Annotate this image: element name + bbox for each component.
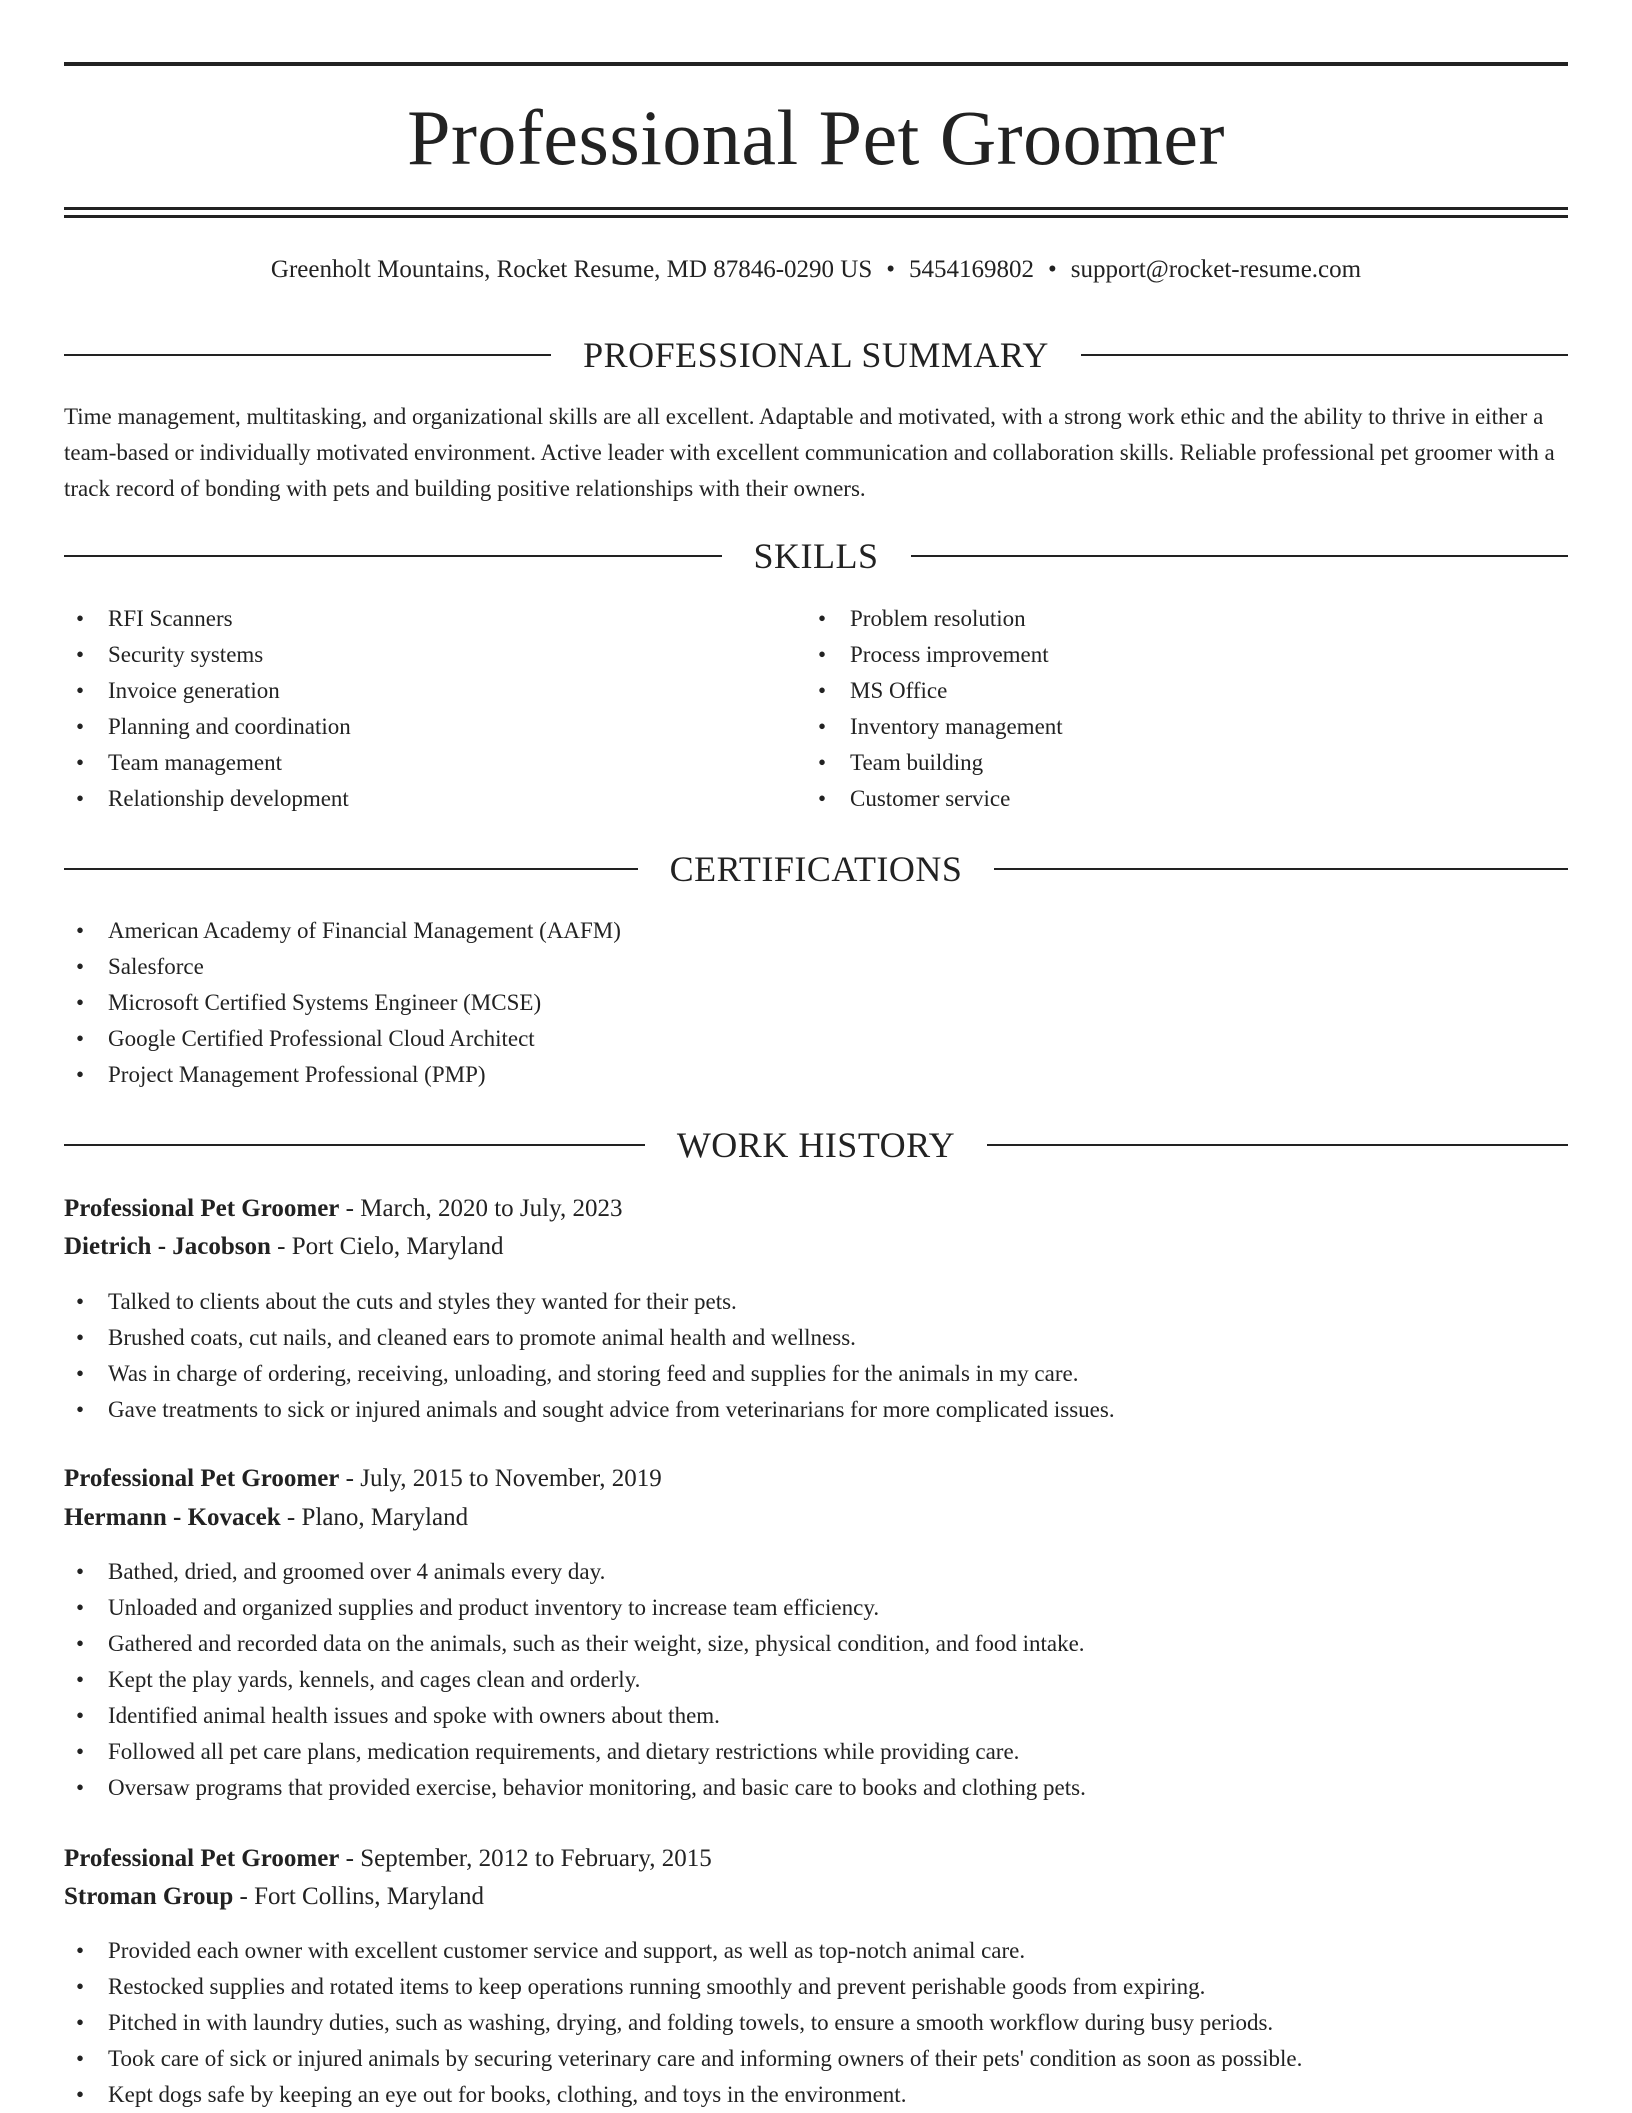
certifications-list [64,913,1568,1093]
contact-line [64,252,1568,288]
skill-item: • RFI Scanners [64,601,804,637]
certification-item: • Salesforce [64,949,1568,985]
contact-phone: 5454169802 [909,256,1035,283]
certification-item: • American Academy of Financial Management (AAFM) [64,913,1568,949]
job-bullet: • Restocked supplies and rotated items to keep operations running smoothly and prevent perishable goods from expiring. [64,1969,1568,2005]
work-heading: WORK HISTORY [676,1125,956,1165]
job-company: Stroman Group [64,1883,234,1910]
skill-item: • Team building [806,745,1546,781]
summary-heading-row [64,332,1568,378]
heading-rule-left [64,1144,645,1146]
contact-email: support@rocket-resume.com [1070,256,1362,283]
job-title-line [64,1840,712,1878]
title-rule-lower [64,215,1568,218]
summary-heading: PROFESSIONAL SUMMARY [583,335,1049,375]
job-bullet: • Gathered and recorded data on the animals, such as their weight, size, physical condition, and food intake. [64,1626,1568,1662]
contact-separator: • [1048,256,1057,283]
job-company: Dietrich - Jacobson [64,1233,271,1260]
skill-item: • Process improvement [806,637,1546,673]
heading-rule-left [64,555,722,557]
resume-title: Professional Pet Groomer [407,94,1225,181]
skill-item: • Invoice generation [64,673,804,709]
skill-item: • Planning and coordination [64,709,804,745]
job-company-line [64,1878,484,1916]
skill-item: • Security systems [64,637,804,673]
job-company-line [64,1228,504,1266]
certifications-heading-row [64,846,1568,892]
heading-rule-right [994,868,1568,870]
job-bullet: • Took care of sick or injured animals by securing veterinary care and informing owners of their pets' condition as soon as possible. [64,2041,1568,2077]
job-bullets [64,1284,1568,1428]
contact-address: Greenholt Mountains, Rocket Resume, MD 87846-0290 US [270,256,873,283]
job-bullet: • Kept the play yards, kennels, and cages clean and orderly. [64,1662,1568,1698]
skill-item: • Problem resolution [806,601,1546,637]
heading-rule-left [64,354,551,356]
skills-heading: SKILLS [753,536,879,576]
skill-item: • Customer service [806,781,1546,817]
skills-list-right [806,601,1546,817]
job-bullet: • Provided each owner with excellent customer service and support, as well as top-notch animal care. [64,1933,1568,1969]
skills-list-left [64,601,804,817]
top-rule [64,62,1568,66]
skills-heading-row [64,533,1568,579]
job-title-line [64,1460,662,1498]
job-bullet: • Unloaded and organized supplies and product inventory to increase team efficiency. [64,1590,1568,1626]
skill-item: • Relationship development [64,781,804,817]
heading-rule-right [911,555,1569,557]
job-bullets [64,1933,1568,2113]
certification-item: • Google Certified Professional Cloud Architect [64,1021,1568,1057]
skill-item: • Team management [64,745,804,781]
heading-rule-left [64,868,638,870]
job-title: Professional Pet Groomer [64,1845,340,1872]
job-bullet: • Bathed, dried, and groomed over 4 animals every day. [64,1554,1568,1590]
job-bullets [64,1554,1568,1806]
job-location: - Port Cielo, Maryland [270,1233,504,1260]
work-heading-row [64,1122,1568,1168]
job-location: - Fort Collins, Maryland [233,1883,484,1910]
job-bullet: • Kept dogs safe by keeping an eye out for books, clothing, and toys in the environment. [64,2077,1568,2113]
job-title: Professional Pet Groomer [64,1195,340,1222]
contact-separator: • [886,256,896,283]
job-bullet: • Pitched in with laundry duties, such as washing, drying, and folding towels, to ensure a smooth workflow during busy periods. [64,2005,1568,2041]
job-bullet: • Followed all pet care plans, medication requirements, and dietary restrictions while providing care. [64,1734,1568,1770]
heading-rule-right [987,1144,1568,1146]
skill-item: • MS Office [806,673,1546,709]
job-bullet: • Identified animal health issues and spoke with owners about them. [64,1698,1568,1734]
job-bullet: • Talked to clients about the cuts and styles they wanted for their pets. [64,1284,1568,1320]
job-bullet: • Was in charge of ordering, receiving, unloading, and storing feed and supplies for the animals in my care. [64,1356,1568,1392]
job-dates: - September, 2012 to February, 2015 [339,1845,712,1872]
job-bullet: • Gave treatments to sick or injured animals and sought advice from veterinarians for more complicated issues. [64,1392,1568,1428]
job-company-line [64,1499,468,1537]
job-bullet: • Brushed coats, cut nails, and cleaned ears to promote animal health and wellness. [64,1320,1568,1356]
job-title-line [64,1190,622,1228]
job-company: Hermann - Kovacek [64,1504,281,1531]
certification-item: • Project Management Professional (PMP) [64,1057,1568,1093]
heading-rule-right [1081,354,1568,356]
job-dates: - July, 2015 to November, 2019 [339,1465,662,1492]
job-location: - Plano, Maryland [280,1504,469,1531]
certifications-heading: CERTIFICATIONS [669,849,963,889]
skill-item: • Inventory management [806,709,1546,745]
job-dates: - March, 2020 to July, 2023 [339,1195,623,1222]
title-rule-upper [64,207,1568,210]
certification-item: • Microsoft Certified Systems Engineer (MCSE) [64,985,1568,1021]
job-title: Professional Pet Groomer [64,1465,340,1492]
summary-text: Time management, multitasking, and organizational skills are all excellent. Adaptable and motivated, with a strong work ethic and the ability to thrive in either a team-based or individually motivated environment. Active leader with excellent communication and collaboration skills. Reliable professional pet groomer with a track record of bonding with pets and building positive relationships with their owners. [64,404,1555,501]
job-bullet: • Oversaw programs that provided exercise, behavior monitoring, and basic care to books and clothing pets. [64,1770,1568,1806]
